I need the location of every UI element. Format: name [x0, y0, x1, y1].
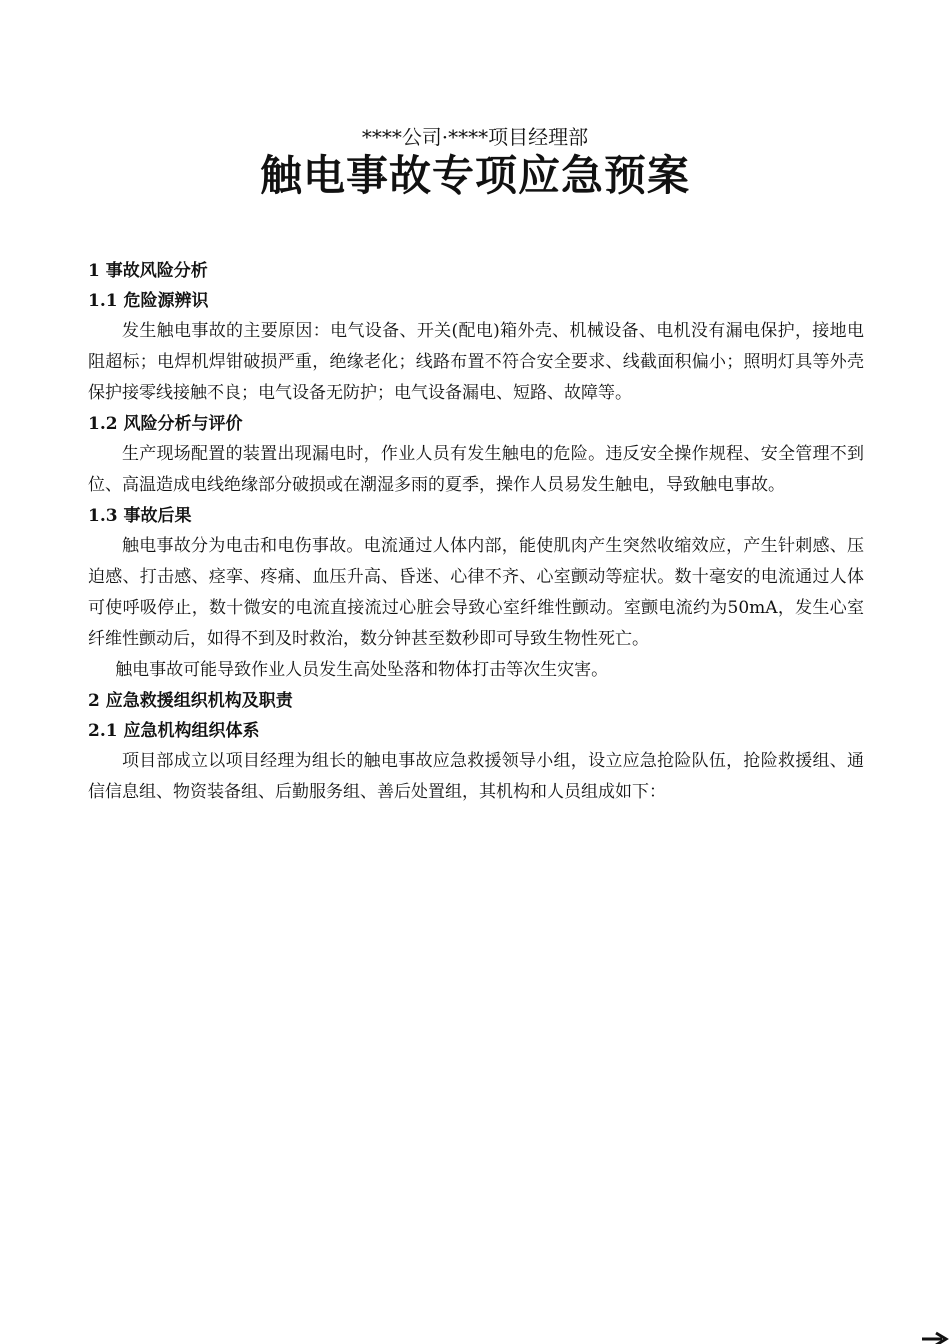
section-2-heading: 2 应急救援组织机构及职责 [88, 691, 293, 711]
arrow-right-icon [920, 1330, 950, 1344]
section-2-1-heading: 2.1 应急机构组织体系 [88, 721, 260, 741]
section-1-2-paragraph: 生产现场配置的装置出现漏电时，作业人员有发生触电的危险。违反安全操作规程、安全管理不到位、高温造成电线绝缘部分破损或在潮湿多雨的夏季，操作人员易发生触电，导致触电事故。 [88, 444, 864, 495]
section-1-2-heading: 1.2 风险分析与评价 [88, 414, 243, 434]
section-1-1-heading: 1.1 危险源辨识 [88, 291, 209, 311]
section-1-3-paragraph-1: 触电事故分为电击和电伤事故。电流通过人体内部，能使肌肉产生突然收缩效应，产生针刺感、压迫感、打击感、痉挛、疼痛、血压升高、昏迷、心律不齐、心室颤动等症状。数十毫安的电流通过人体可使呼吸停止，数十微安的电流直接流过心脏会导致心室纤维性颤动。室颤电流约为50mA，发生心室纤维性颤动后，如得不到及时救治，数分钟甚至数秒即可导致生物性死亡。 [88, 536, 864, 649]
document-title: 触电事故专项应急预案 [259, 151, 690, 200]
section-1-heading: 1 事故风险分析 [88, 261, 208, 281]
section-1-3-paragraph-2: 触电事故可能导致作业人员发生高处坠落和物体打击等次生灾害。 [115, 660, 609, 680]
document-body [88, 256, 864, 808]
organization-line: ****公司·****项目经理部 [361, 125, 589, 149]
section-1-3-heading: 1.3 事故后果 [88, 506, 192, 526]
section-2-1-paragraph: 项目部成立以项目经理为组长的触电事故应急救援领导小组，设立应急抢险队伍，抢险救援组、通信信息组、物资装备组、后勤服务组、善后处置组，其机构和人员组成如下： [88, 751, 864, 802]
section-1-1-paragraph: 发生触电事故的主要原因：电气设备、开关(配电)箱外壳、机械设备、电机没有漏电保护，接地电阻超标；电焊机焊钳破损严重，绝缘老化；线路布置不符合安全要求、线截面积偏小；照明灯具等外壳保护接零线接触不良；电气设备无防护；电气设备漏电、短路、故障等。 [88, 321, 864, 403]
